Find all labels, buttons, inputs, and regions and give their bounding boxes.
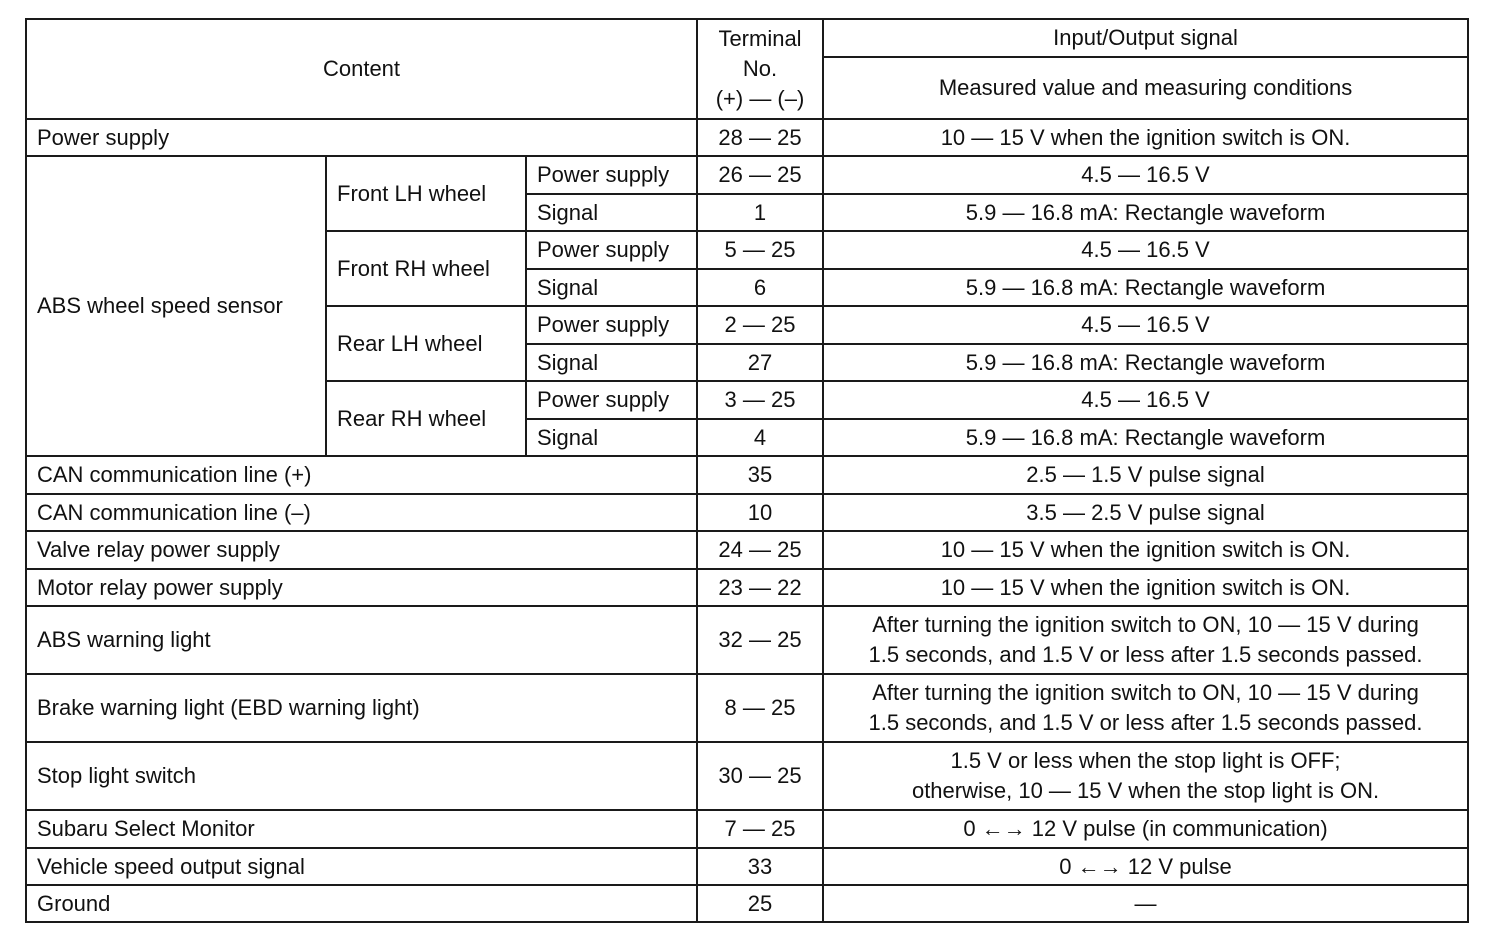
table-row — [26, 494, 1468, 531]
row-content: CAN communication line (–) — [26, 494, 697, 531]
table-row — [26, 885, 1468, 922]
row-terminal: 25 — [697, 885, 823, 922]
table-row — [26, 848, 1468, 885]
row-terminal: 6 — [697, 269, 823, 306]
row-content: Power supply — [26, 119, 697, 156]
row-value: 3.5 — 2.5 V pulse signal — [823, 494, 1468, 531]
row-terminal: 4 — [697, 419, 823, 456]
wheel-label: Rear RH wheel — [326, 381, 526, 456]
row-terminal: 8 — 25 — [697, 674, 823, 742]
row-sub-label: Signal — [526, 269, 697, 306]
row-value: 5.9 — 16.8 mA: Rectangle waveform — [823, 419, 1468, 456]
terminal-spec-table — [25, 18, 1469, 923]
row-sub-label: Signal — [526, 344, 697, 381]
abs-sensor-label: ABS wheel speed sensor — [26, 156, 326, 456]
row-terminal: 3 — 25 — [697, 381, 823, 419]
table-row — [26, 606, 1468, 674]
row-value: 2.5 — 1.5 V pulse signal — [823, 456, 1468, 494]
row-value: 5.9 — 16.8 mA: Rectangle waveform — [823, 194, 1468, 231]
row-content: Valve relay power supply — [26, 531, 697, 569]
row-value: 4.5 — 16.5 V — [823, 381, 1468, 419]
table-row — [26, 810, 1468, 848]
row-value: 0 ←→ 12 V pulse — [823, 848, 1468, 885]
row-sub-label: Power supply — [526, 381, 697, 419]
row-sub-label: Power supply — [526, 231, 697, 269]
row-content: Ground — [26, 885, 697, 922]
row-value: 4.5 — 16.5 V — [823, 231, 1468, 269]
row-sub-label: Power supply — [526, 156, 697, 194]
row-content: Stop light switch — [26, 742, 697, 810]
row-value: 5.9 — 16.8 mA: Rectangle waveform — [823, 269, 1468, 306]
row-terminal: 24 — 25 — [697, 531, 823, 569]
row-terminal: 10 — [697, 494, 823, 531]
table-row — [26, 569, 1468, 606]
row-value: 10 — 15 V when the ignition switch is ON. — [823, 569, 1468, 606]
row-content: Subaru Select Monitor — [26, 810, 697, 848]
table-row — [26, 119, 1468, 156]
row-value: 5.9 — 16.8 mA: Rectangle waveform — [823, 344, 1468, 381]
table-row — [26, 742, 1468, 810]
wheel-label: Front LH wheel — [326, 156, 526, 231]
row-content: Brake warning light (EBD warning light) — [26, 674, 697, 742]
wheel-label: Front RH wheel — [326, 231, 526, 306]
row-value: After turning the ignition switch to ON, 10 — 15 V during 1.5 seconds, and 1.5 V or less after 1.5 seconds passed. — [823, 606, 1468, 674]
header-content: Content — [26, 19, 697, 119]
row-terminal: 26 — 25 — [697, 156, 823, 194]
row-value: 1.5 V or less when the stop light is OFF; otherwise, 10 — 15 V when the stop light is ON. — [823, 742, 1468, 810]
table-row — [26, 156, 1468, 194]
row-terminal: 35 — [697, 456, 823, 494]
header-terminal: Terminal No. (+) — (–) — [697, 19, 823, 119]
row-sub-label: Signal — [526, 419, 697, 456]
row-value: 10 — 15 V when the ignition switch is ON. — [823, 119, 1468, 156]
row-terminal: 27 — [697, 344, 823, 381]
row-terminal: 2 — 25 — [697, 306, 823, 344]
header-measured: Measured value and measuring conditions — [823, 57, 1468, 119]
row-value: 0 ←→ 12 V pulse (in communication) — [823, 810, 1468, 848]
row-terminal: 33 — [697, 848, 823, 885]
wheel-label: Rear LH wheel — [326, 306, 526, 381]
row-terminal: 1 — [697, 194, 823, 231]
row-value: 4.5 — 16.5 V — [823, 306, 1468, 344]
header-io-signal: Input/Output signal — [823, 19, 1468, 57]
row-terminal: 23 — 22 — [697, 569, 823, 606]
row-value: 10 — 15 V when the ignition switch is ON. — [823, 531, 1468, 569]
row-terminal: 28 — 25 — [697, 119, 823, 156]
row-content: Vehicle speed output signal — [26, 848, 697, 885]
row-content: ABS warning light — [26, 606, 697, 674]
row-terminal: 5 — 25 — [697, 231, 823, 269]
row-sub-label: Signal — [526, 194, 697, 231]
row-terminal: 7 — 25 — [697, 810, 823, 848]
row-content: CAN communication line (+) — [26, 456, 697, 494]
row-terminal: 32 — 25 — [697, 606, 823, 674]
table-row — [26, 531, 1468, 569]
table-row — [26, 456, 1468, 494]
header-row — [26, 19, 1468, 57]
row-terminal: 30 — 25 — [697, 742, 823, 810]
table-row — [26, 674, 1468, 742]
row-value: — — [823, 885, 1468, 922]
row-content: Motor relay power supply — [26, 569, 697, 606]
row-value: After turning the ignition switch to ON, 10 — 15 V during 1.5 seconds, and 1.5 V or less after 1.5 seconds passed. — [823, 674, 1468, 742]
row-value: 4.5 — 16.5 V — [823, 156, 1468, 194]
row-sub-label: Power supply — [526, 306, 697, 344]
